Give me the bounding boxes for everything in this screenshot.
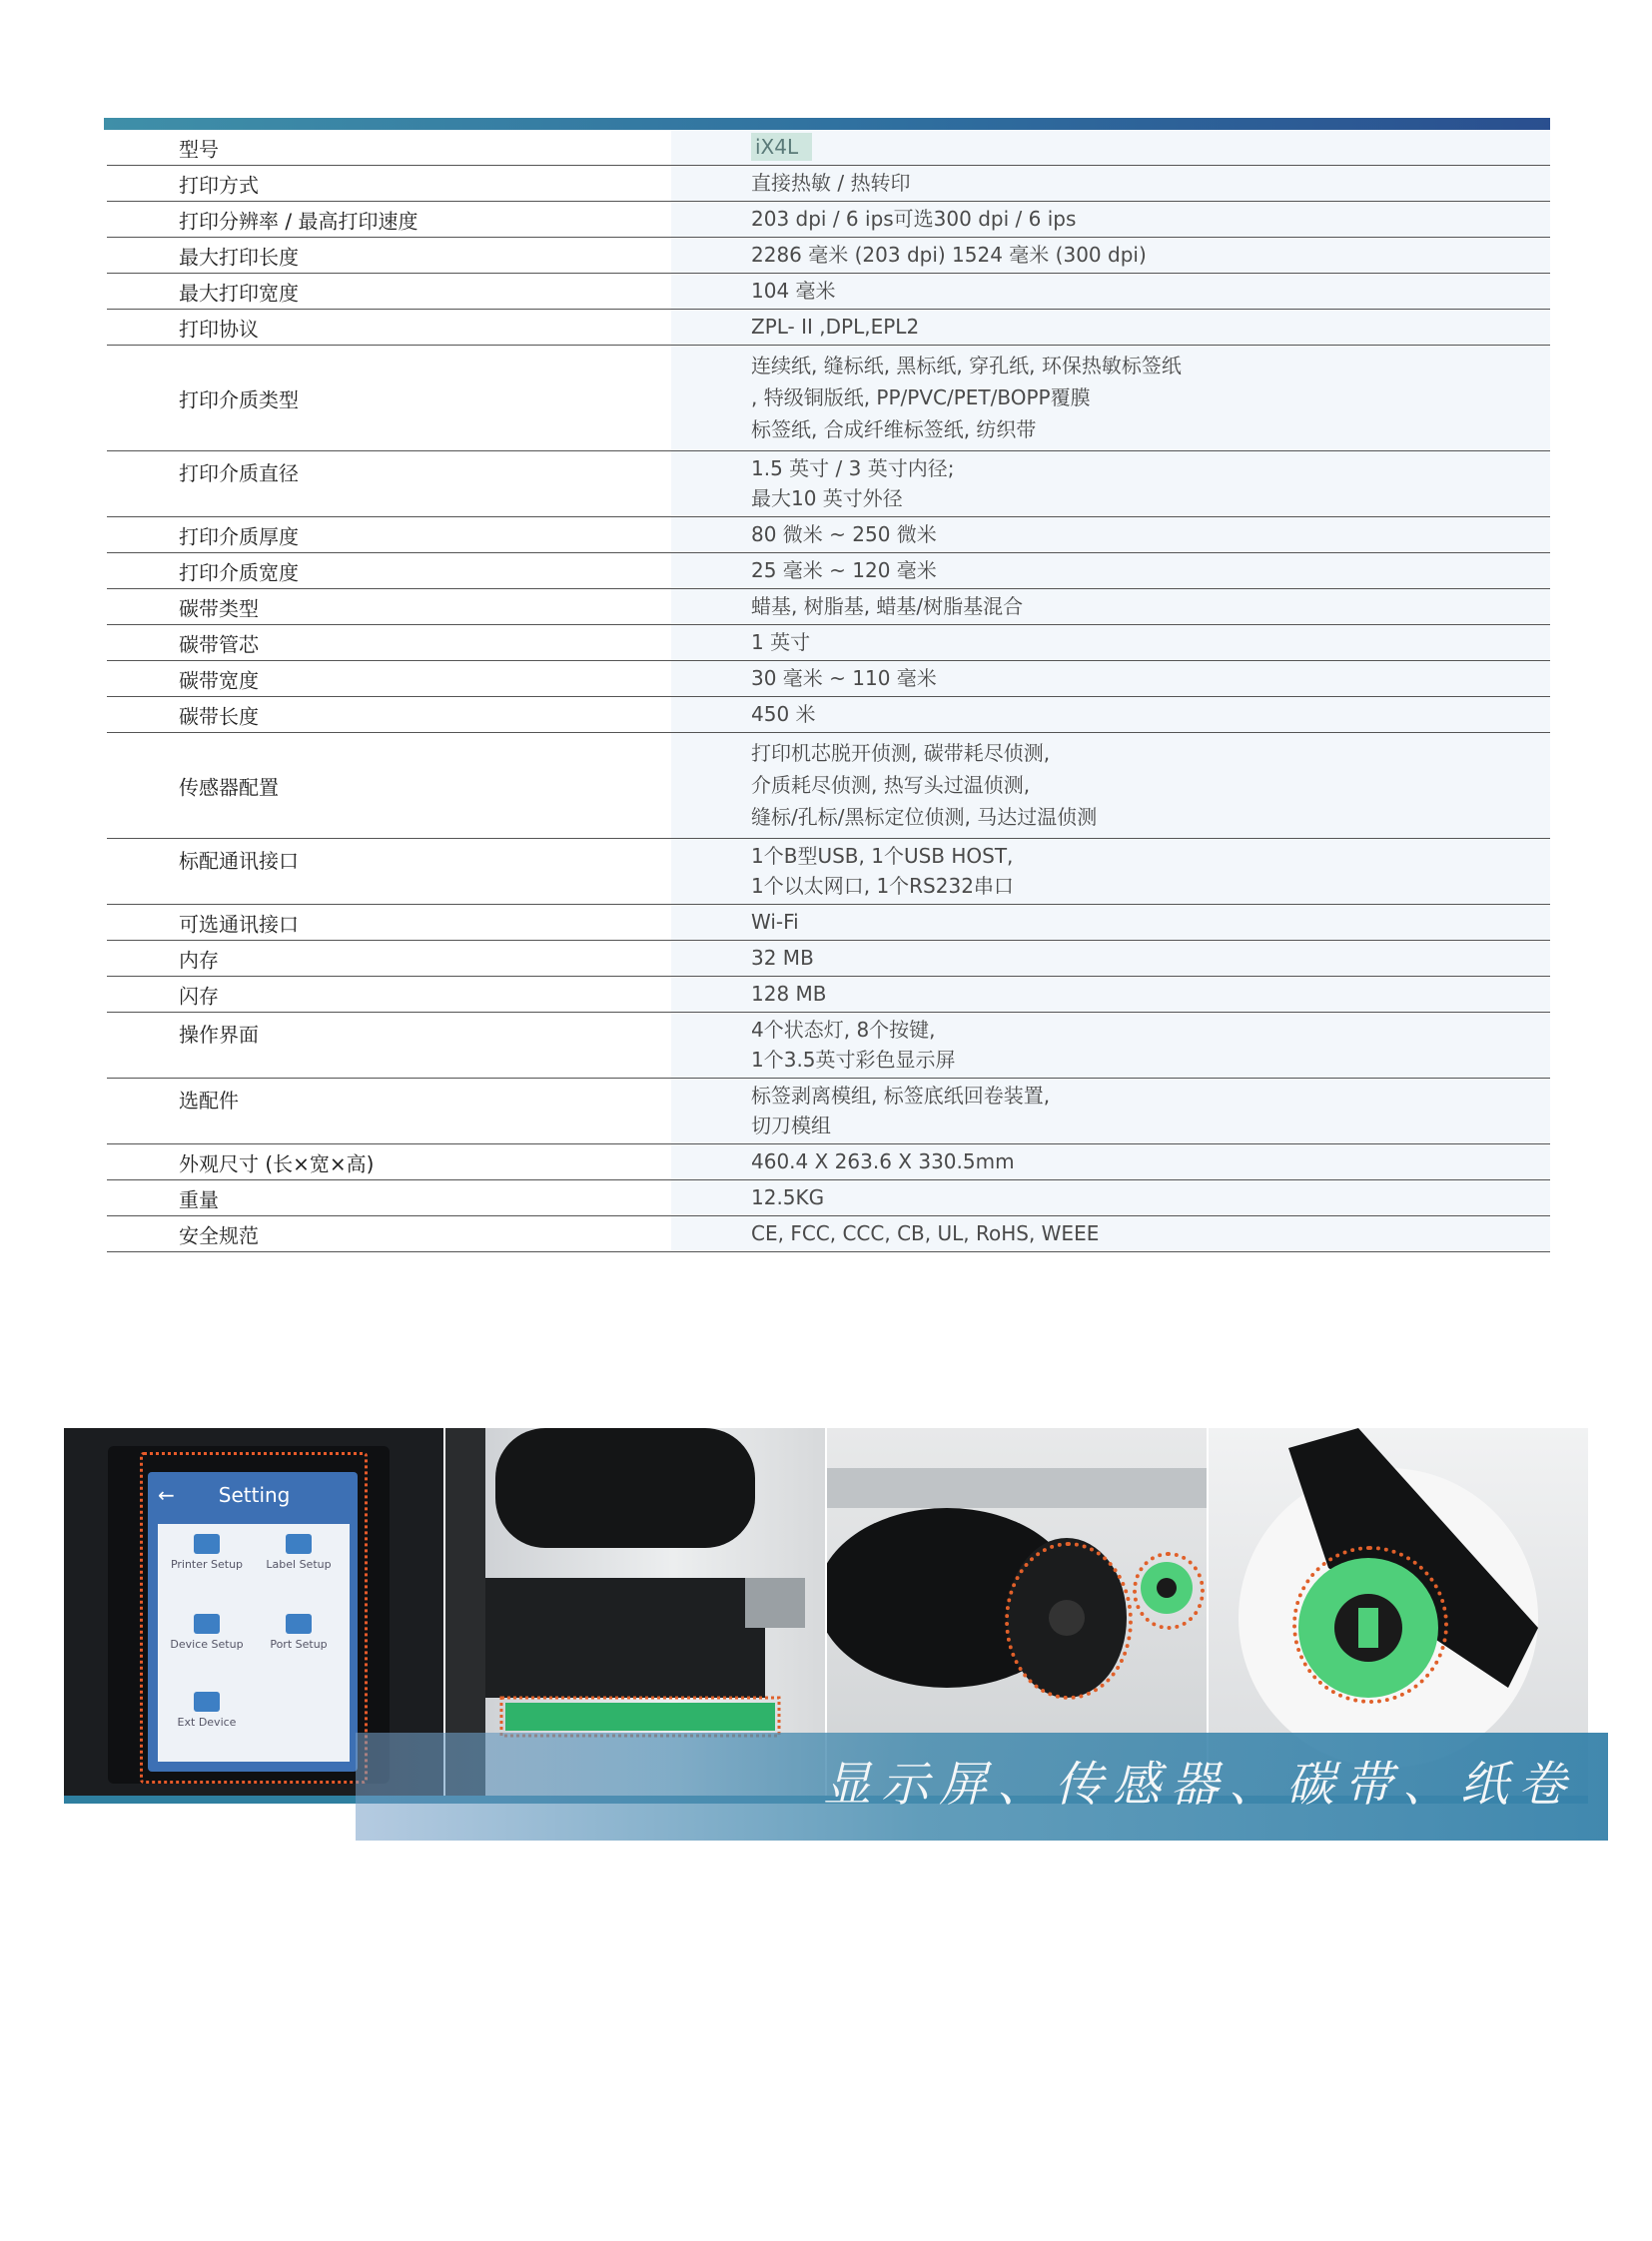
highlight-outline [140,1452,368,1784]
spec-value: 12.5KG [751,1185,825,1209]
highlight-ring [1133,1552,1205,1630]
screen-tile-label: Device Setup [170,1638,244,1651]
spec-row [107,553,1550,589]
spec-value: 标签纸, 合成纤维标签纸, 纺织带 [751,417,1037,441]
spec-row [107,941,1550,977]
spec-value: 25 毫米 ~ 120 毫米 [751,558,937,582]
spec-value: 1个3.5英寸彩色显示屏 [751,1047,956,1072]
spec-label: 型号 [179,137,219,161]
screen-tile-label: Port Setup [270,1638,328,1651]
spec-row [107,451,1550,517]
spec-row [107,589,1550,625]
spec-label: 内存 [179,948,219,972]
table-top-bar [104,118,1550,130]
spec-row [107,130,1550,166]
spec-row [107,1180,1550,1216]
spec-value: 30 毫米 ~ 110 毫米 [751,666,937,690]
spec-value: 切刀模组 [751,1113,831,1137]
screen-tile-label: Label Setup [266,1558,332,1571]
spec-label: 碳带宽度 [179,668,259,692]
spec-row [107,1013,1550,1079]
spec-label: 最大打印长度 [179,245,299,269]
spec-value: 1个B型USB, 1个USB HOST, [751,844,1014,869]
spec-value: 104 毫米 [751,279,836,303]
spec-value: CE, FCC, CCC, CB, UL, RoHS, WEEE [751,1221,1100,1245]
spec-value: 直接热敏 / 热转印 [751,171,911,195]
spec-value: 128 MB [751,982,827,1006]
spec-label: 碳带类型 [179,596,259,620]
spec-row [107,905,1550,941]
feature-photo-strip [64,1428,1588,1813]
spec-value: 2286 毫米 (203 dpi) 1524 毫米 (300 dpi) [751,243,1147,267]
spec-value: 203 dpi / 6 ips可选300 dpi / 6 ips [751,207,1077,231]
spec-label: 可选通讯接口 [179,912,299,936]
spec-label: 打印协议 [179,317,259,341]
spec-value: 最大10 英寸外径 [751,485,903,510]
spec-value: 蜡基, 树脂基, 蜡基/树脂基混合 [751,594,1024,618]
spec-value: 打印机芯脱开侦测, 碳带耗尽侦测, [751,741,1051,765]
spec-value: , 特级铜版纸, PP/PVC/PET/BOPP覆膜 [751,385,1091,409]
spec-label: 传感器配置 [179,775,279,799]
spec-row [107,733,1550,839]
spec-row [107,625,1550,661]
spec-label: 闪存 [179,984,219,1008]
spec-label: 打印方式 [179,173,259,197]
spec-value: 缝标/孔标/黑标定位侦测, 马达过温侦测 [751,805,1098,829]
spec-value: 标签剥离模组, 标签底纸回卷装置, [751,1084,1051,1109]
spec-value: iX4L [751,136,812,159]
spec-label: 操作界面 [179,1023,259,1047]
spec-label: 打印介质厚度 [179,524,299,548]
spec-row [107,1216,1550,1252]
spec-label: 打印介质类型 [179,387,299,411]
spec-row [107,839,1550,905]
spec-label: 碳带管芯 [179,632,259,656]
spec-row [107,238,1550,274]
spec-label: 标配通讯接口 [179,849,299,873]
screen-tile-label: Ext Device [177,1716,237,1729]
spec-label: 碳带长度 [179,704,259,728]
spec-value: 4个状态灯, 8个按键, [751,1018,936,1043]
spec-value: 介质耗尽侦测, 热写头过温侦测, [751,773,1031,797]
spec-table [107,130,1550,1252]
spec-row [107,661,1550,697]
spec-label: 外观尺寸 (长×宽×高) [179,1151,375,1175]
spec-value: 450 米 [751,702,816,726]
spec-label: 最大打印宽度 [179,281,299,305]
spec-value: 1个以太网口, 1个RS232串口 [751,873,1014,898]
spec-value: 1 英寸 [751,630,811,654]
spec-value: 1.5 英寸 / 3 英寸内径; [751,456,955,481]
spec-label: 打印分辨率 / 最高打印速度 [179,209,418,233]
spec-row [107,166,1550,202]
back-arrow-icon: ← [158,1483,175,1507]
feature-caption: 显示屏、传感器、碳带、纸卷 [823,1757,1577,1813]
screen-tile-label: Printer Setup [170,1558,244,1571]
spec-label: 打印介质宽度 [179,560,299,584]
spec-row [107,977,1550,1013]
spec-value: Wi-Fi [751,910,799,934]
spec-row [107,1144,1550,1180]
spec-value: 连续纸, 缝标纸, 黑标纸, 穿孔纸, 环保热敏标签纸 [751,354,1182,377]
spec-row [107,346,1550,451]
spec-label: 打印介质直径 [179,461,299,485]
spec-row [107,274,1550,310]
spec-row [107,697,1550,733]
spec-value: 460.4 X 263.6 X 330.5mm [751,1149,1015,1173]
spec-row [107,517,1550,553]
spec-row [107,310,1550,346]
highlight-ring [1292,1546,1448,1704]
spec-label: 重量 [179,1187,219,1211]
screen-title: Setting [218,1483,291,1507]
spec-label: 安全规范 [179,1223,259,1247]
spec-row [107,202,1550,238]
spec-label: 选配件 [179,1089,239,1113]
spec-row [107,1079,1550,1144]
spec-value: 32 MB [751,946,814,970]
highlight-ring [1005,1542,1133,1700]
spec-value: ZPL- II ,DPL,EPL2 [751,315,920,339]
spec-value: 80 微米 ~ 250 微米 [751,522,937,546]
